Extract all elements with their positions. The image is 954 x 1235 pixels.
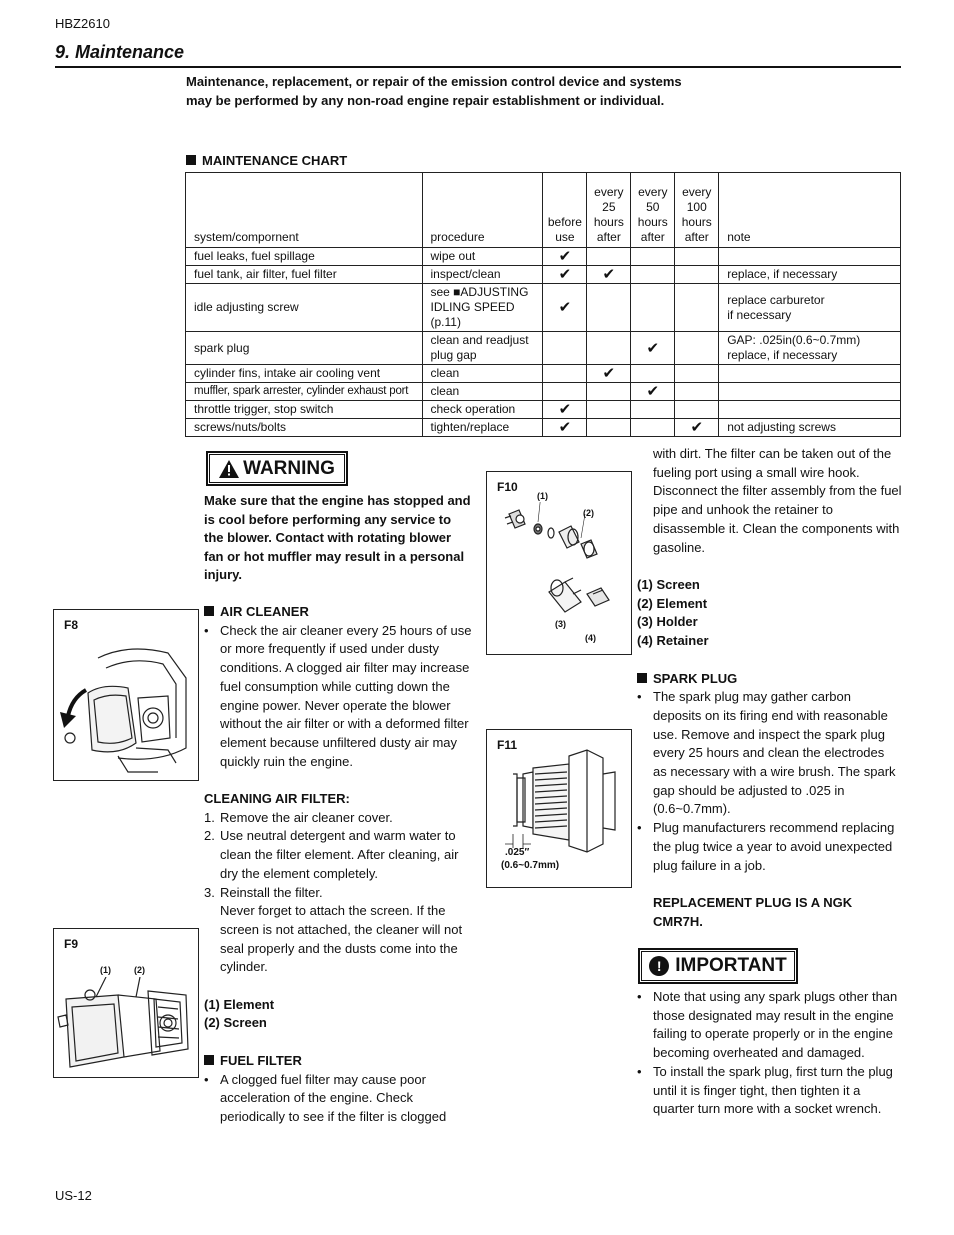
f10-part-4: (4) Retainer xyxy=(637,633,709,649)
cell-procedure: see ■ADJUSTING IDLING SPEED (p.11) xyxy=(422,284,543,332)
gap-mm-label: (0.6~0.7mm) xyxy=(501,860,560,871)
model-number: HBZ2610 xyxy=(55,16,110,31)
cell-system: cylinder fins, intake air cooling vent xyxy=(186,365,423,383)
cell-procedure: clean and readjust plug gap xyxy=(422,332,543,365)
cell-e50 xyxy=(631,266,675,284)
callout-1: (1) xyxy=(100,965,111,975)
figure-label: F11 xyxy=(497,738,518,752)
cell-e100 xyxy=(675,383,719,401)
cell-e100 xyxy=(675,284,719,332)
cell-e25 xyxy=(587,248,631,266)
check-icon: ✔ xyxy=(558,299,572,316)
figure-f11 xyxy=(486,729,632,888)
cell-e50 xyxy=(631,401,675,419)
cell-note xyxy=(719,383,901,401)
table-row xyxy=(186,284,901,332)
cell-note: GAP: .025in(0.6~0.7mm) replace, if necessary xyxy=(719,332,901,365)
table-row xyxy=(186,332,901,365)
cell-e100 xyxy=(675,365,719,383)
replacement-plug-text: REPLACEMENT PLUG IS A NGK CMR7H. xyxy=(653,894,853,929)
important-bullet-2: • To install the spark plug, first turn the plug until it is finger tight, then tighten it a quarter turn more with a socket wrench. xyxy=(637,1063,901,1119)
cell-procedure: tighten/replace xyxy=(422,419,543,437)
important-text xyxy=(637,988,901,1119)
intro-text: Maintenance, replacement, or repair of the emission control device and systems may be performed by any non-road engine repair establishment or individual. xyxy=(186,74,682,108)
cell-note xyxy=(719,248,901,266)
square-bullet-icon xyxy=(637,673,647,683)
cleaning-step-1: 1. Remove the air cleaner cover. xyxy=(204,809,393,825)
square-bullet-icon xyxy=(204,1055,214,1065)
col-every-50: every 50 hours after xyxy=(631,173,675,248)
cell-e25 xyxy=(587,332,631,365)
col-note: note xyxy=(719,173,901,248)
fuel-filter-heading: FUEL FILTER xyxy=(204,1052,472,1071)
cell-system: fuel leaks, fuel spillage xyxy=(186,248,423,266)
right-column xyxy=(637,576,901,931)
section-title: 9. Maintenance xyxy=(55,42,185,62)
chart-header-row xyxy=(186,173,901,248)
callout-3: (3) xyxy=(555,619,566,629)
exclamation-icon: ! xyxy=(649,956,669,976)
cell-e25 xyxy=(587,365,631,383)
col-before-use: before use xyxy=(543,173,587,248)
cell-before xyxy=(543,419,587,437)
maintenance-chart-heading: MAINTENANCE CHART xyxy=(186,153,347,168)
cell-system: throttle trigger, stop switch xyxy=(186,401,423,419)
cleaning-step-3: 3. Reinstall the filter. xyxy=(204,884,323,900)
check-icon: ✔ xyxy=(558,401,572,418)
cell-note: replace carburetor if necessary xyxy=(719,284,901,332)
important-bullet-1: • Note that using any spark plugs other than those designated may result in the engine failing to operate properly or in the engine becoming overheated and damaged. xyxy=(637,988,901,1063)
table-row xyxy=(186,248,901,266)
cell-e50 xyxy=(631,284,675,332)
cell-procedure: clean xyxy=(422,383,543,401)
cell-procedure: wipe out xyxy=(422,248,543,266)
cell-before xyxy=(543,284,587,332)
f9-part-1: (1) Element xyxy=(204,996,275,1012)
check-icon: ✔ xyxy=(558,419,572,436)
cell-e50 xyxy=(631,419,675,437)
cell-system: spark plug xyxy=(186,332,423,365)
check-icon: ✔ xyxy=(646,339,660,357)
spark-plug-heading: SPARK PLUG xyxy=(637,670,901,689)
cell-e100 xyxy=(675,266,719,284)
cleaning-air-filter-heading: CLEANING AIR FILTER: xyxy=(204,791,350,807)
table-row xyxy=(186,401,901,419)
col-procedure: procedure xyxy=(422,173,543,248)
cell-procedure: inspect/clean xyxy=(422,266,543,284)
cell-before xyxy=(543,401,587,419)
fuel-filter-bullet: • A clogged fuel filter may cause poor acceleration of the engine. Check periodically to see if the filter is clogged xyxy=(204,1071,472,1127)
cell-e25 xyxy=(587,419,631,437)
table-row xyxy=(186,383,901,401)
maintenance-chart xyxy=(185,172,901,437)
cell-system: fuel tank, air filter, fuel filter xyxy=(186,266,423,284)
figure-label: F8 xyxy=(64,618,79,632)
cell-e100 xyxy=(675,248,719,266)
spark-plug-gap-illustration xyxy=(503,744,629,854)
cell-e100 xyxy=(675,401,719,419)
callout-1: (1) xyxy=(537,491,548,501)
page-number: US-12 xyxy=(55,1188,92,1203)
cell-before xyxy=(543,266,587,284)
figure-label: F9 xyxy=(64,937,79,951)
col-every-100: every 100 hours after xyxy=(675,173,719,248)
gap-inches-label: .025″ xyxy=(505,847,530,858)
cell-before xyxy=(543,383,587,401)
cleaning-step-2: 2. Use neutral detergent and warm water to clean the filter element. After cleaning, air dry the element completely. xyxy=(204,828,459,881)
square-bullet-icon xyxy=(186,155,196,165)
square-bullet-icon xyxy=(204,606,214,616)
f10-part-2: (2) Element xyxy=(637,595,708,611)
check-icon: ✔ xyxy=(558,248,572,265)
cell-e25 xyxy=(587,383,631,401)
air-cleaner-heading: AIR CLEANER xyxy=(204,603,472,622)
fuel-filter-exploded-illustration xyxy=(501,502,629,622)
cell-system: screws/nuts/bolts xyxy=(186,419,423,437)
important-box: ! IMPORTANT xyxy=(638,948,798,984)
cell-e50 xyxy=(631,248,675,266)
cell-e25 xyxy=(587,284,631,332)
cell-e50 xyxy=(631,383,675,401)
cell-before xyxy=(543,365,587,383)
f10-part-3: (3) Holder xyxy=(637,614,698,630)
cleaning-note: Never forget to attach the screen. If the screen is not attached, the cleaner will not seal properly and the dusts come into the cylinder. xyxy=(220,903,463,975)
cell-system: muffler, spark arrester, cylinder exhaust port xyxy=(186,383,423,401)
col-system: system/compornent xyxy=(186,173,423,248)
figure-f9 xyxy=(53,928,199,1078)
callout-4: (4) xyxy=(585,633,596,643)
warning-box: WARNING xyxy=(206,451,348,486)
cell-e25 xyxy=(587,401,631,419)
left-column xyxy=(204,603,472,1127)
check-icon: ✔ xyxy=(646,383,660,400)
check-icon: ✔ xyxy=(602,266,616,283)
check-icon: ✔ xyxy=(558,266,572,283)
cell-note: not adjusting screws xyxy=(719,419,901,437)
spark-plug-bullet-1: • The spark plug may gather carbon deposits on its firing end with reasonable use. Remove and inspect the spark plug every 25 hours and clean the electrodes as necessary with a wire brush. The spark gap should be adjusted to .025 in (0.6~0.7mm). xyxy=(637,688,901,819)
air-filter-illustration xyxy=(56,977,198,1075)
cell-e100 xyxy=(675,419,719,437)
table-row xyxy=(186,266,901,284)
air-cleaner-bullet: • Check the air cleaner every 25 hours of use or more frequently if used under dusty conditions. A clogged air filter may increase fuel consumption while cutting down the engine power. Never operate the blower without the air filter or with a deformed filter element because unfiltered dusty air may quickly ruin the engine. xyxy=(204,622,472,772)
cell-e50 xyxy=(631,332,675,365)
cell-e25 xyxy=(587,266,631,284)
cell-system: idle adjusting screw xyxy=(186,284,423,332)
check-icon: ✔ xyxy=(690,419,704,436)
spark-plug-bullet-2: • Plug manufacturers recommend replacing the plug twice a year to avoid unexpected plug failure in a job. xyxy=(637,819,901,875)
cell-e100 xyxy=(675,332,719,365)
figure-f10 xyxy=(486,471,632,655)
f10-part-1: (1) Screen xyxy=(637,577,700,592)
figure-label: F10 xyxy=(497,480,518,494)
air-cleaner-cover-illustration xyxy=(58,638,194,778)
cell-note: replace, if necessary xyxy=(719,266,901,284)
warning-text: Make sure that the engine has stopped and is cool before performing any service to the blower. Contact with rotating blower fan or hot muffler may result in a personal injury. xyxy=(204,493,471,583)
cell-procedure: clean xyxy=(422,365,543,383)
col-every-25: every 25 hours after xyxy=(587,173,631,248)
callout-2: (2) xyxy=(583,508,594,518)
cell-e50 xyxy=(631,365,675,383)
cell-before xyxy=(543,332,587,365)
warning-triangle-icon xyxy=(219,460,239,478)
cell-before xyxy=(543,248,587,266)
cell-note xyxy=(719,365,901,383)
check-icon: ✔ xyxy=(602,365,616,382)
title-rule xyxy=(55,66,901,68)
table-row xyxy=(186,365,901,383)
fuel-filter-continuation: with dirt. The filter can be taken out of the fueling port using a small wire hook. Disconnect the filter assembly from the fuel pipe and unhook the retainer to disassemble it. Clean the components with gasoline. xyxy=(653,446,902,555)
cell-note xyxy=(719,401,901,419)
cell-procedure: check operation xyxy=(422,401,543,419)
f9-part-2: (2) Screen xyxy=(204,1015,267,1031)
callout-2: (2) xyxy=(134,965,145,975)
figure-f8 xyxy=(53,609,199,781)
table-row xyxy=(186,419,901,437)
